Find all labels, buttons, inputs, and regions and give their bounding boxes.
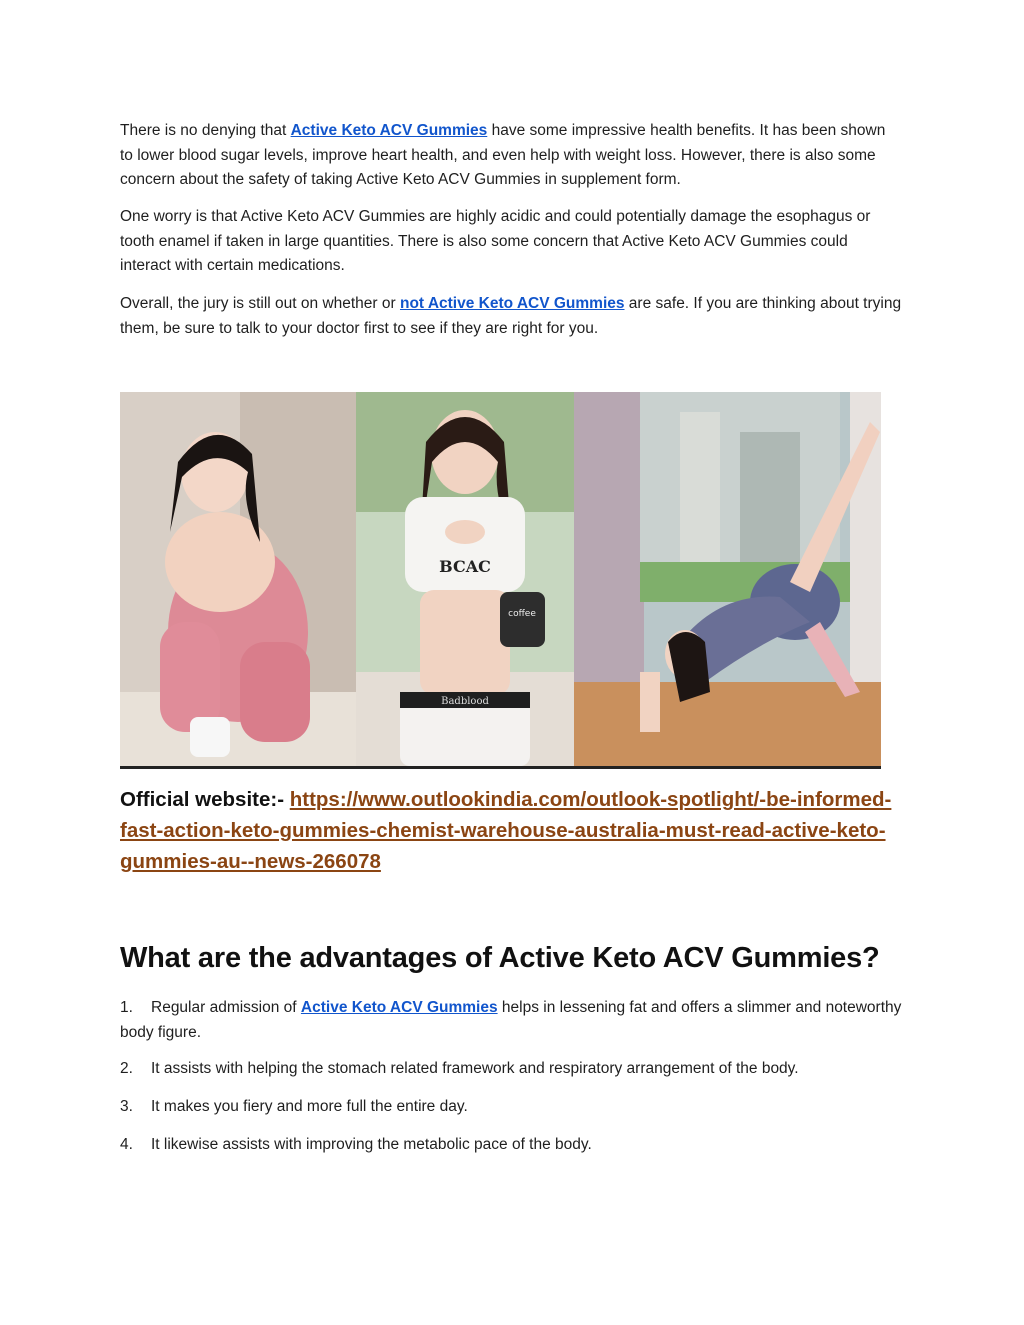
- list-text: It assists with helping the stomach related framework and respiratory arrangement of the body.: [151, 1060, 799, 1077]
- list-number: 4.: [120, 1136, 133, 1153]
- list-item: [120, 1133, 902, 1158]
- intro-paragraph-2: One worry is that Active Keto ACV Gummies are highly acidic and could potentially damage the esophagus or tooth enamel if taken in large quantities. There is also some concern that Active Keto ACV Gummies could interact with certain medications.: [120, 208, 871, 274]
- intro-text: There is no denying that: [120, 122, 291, 139]
- not-active-keto-link[interactable]: not Active Keto ACV Gummies: [399, 295, 625, 312]
- advantages-heading: What are the advantages of Active Keto ACV Gummies?: [120, 942, 880, 974]
- official-website-line: [120, 784, 910, 877]
- intro-paragraph-3: [120, 292, 902, 341]
- list-number: 2.: [120, 1060, 133, 1077]
- mug-text: coffee: [508, 609, 536, 619]
- official-website-link[interactable]: https://www.outlookindia.com/outlook-spotlight/-be-informed-fast-action-keto-gummies-chemist-warehouse-australia-must-read-active-keto-gummies-au--news-266078: [120, 788, 892, 873]
- photo-panel-left: [120, 392, 356, 766]
- list-item: [120, 1057, 902, 1082]
- photo-panel-middle: [356, 392, 574, 766]
- list-text: It makes you fiery and more full the entire day.: [151, 1098, 468, 1115]
- list-number: 3.: [120, 1098, 133, 1115]
- list-item: [120, 1095, 902, 1120]
- intro-text: are safe. If you are thinking about trying them, be sure to talk to your doctor first to see if they are right for you.: [120, 295, 902, 337]
- intro-text: have some impressive health benefits. It has been shown to lower blood sugar levels, improve heart health, and even help with weight loss. However, there is also some concern about the safety of taking Active Keto ACV Gummies in supplement form.: [120, 122, 886, 188]
- shirt-text: BCAC: [439, 557, 491, 576]
- list-text: It likewise assists with improving the metabolic pace of the body.: [151, 1136, 592, 1153]
- waistband-text: Badblood: [441, 696, 489, 707]
- intro-paragraph-1: [120, 119, 902, 193]
- official-website-label: Official website:-: [120, 788, 285, 811]
- photo-panel-right: [574, 392, 881, 766]
- fitness-collage-image: [120, 392, 881, 769]
- intro-text: Overall, the jury is still out on whether or: [120, 295, 400, 312]
- list-text: helps in lessening fat and offers a slimmer and noteworthy body figure.: [120, 999, 902, 1041]
- list-item: [120, 996, 902, 1045]
- list-number: 1.: [120, 999, 133, 1016]
- list-text: Regular admission of: [151, 999, 301, 1016]
- collage-svg: [120, 392, 881, 766]
- active-keto-link-2[interactable]: Active Keto ACV Gummies: [300, 999, 498, 1016]
- active-keto-link-1[interactable]: Active Keto ACV Gummies: [290, 122, 488, 139]
